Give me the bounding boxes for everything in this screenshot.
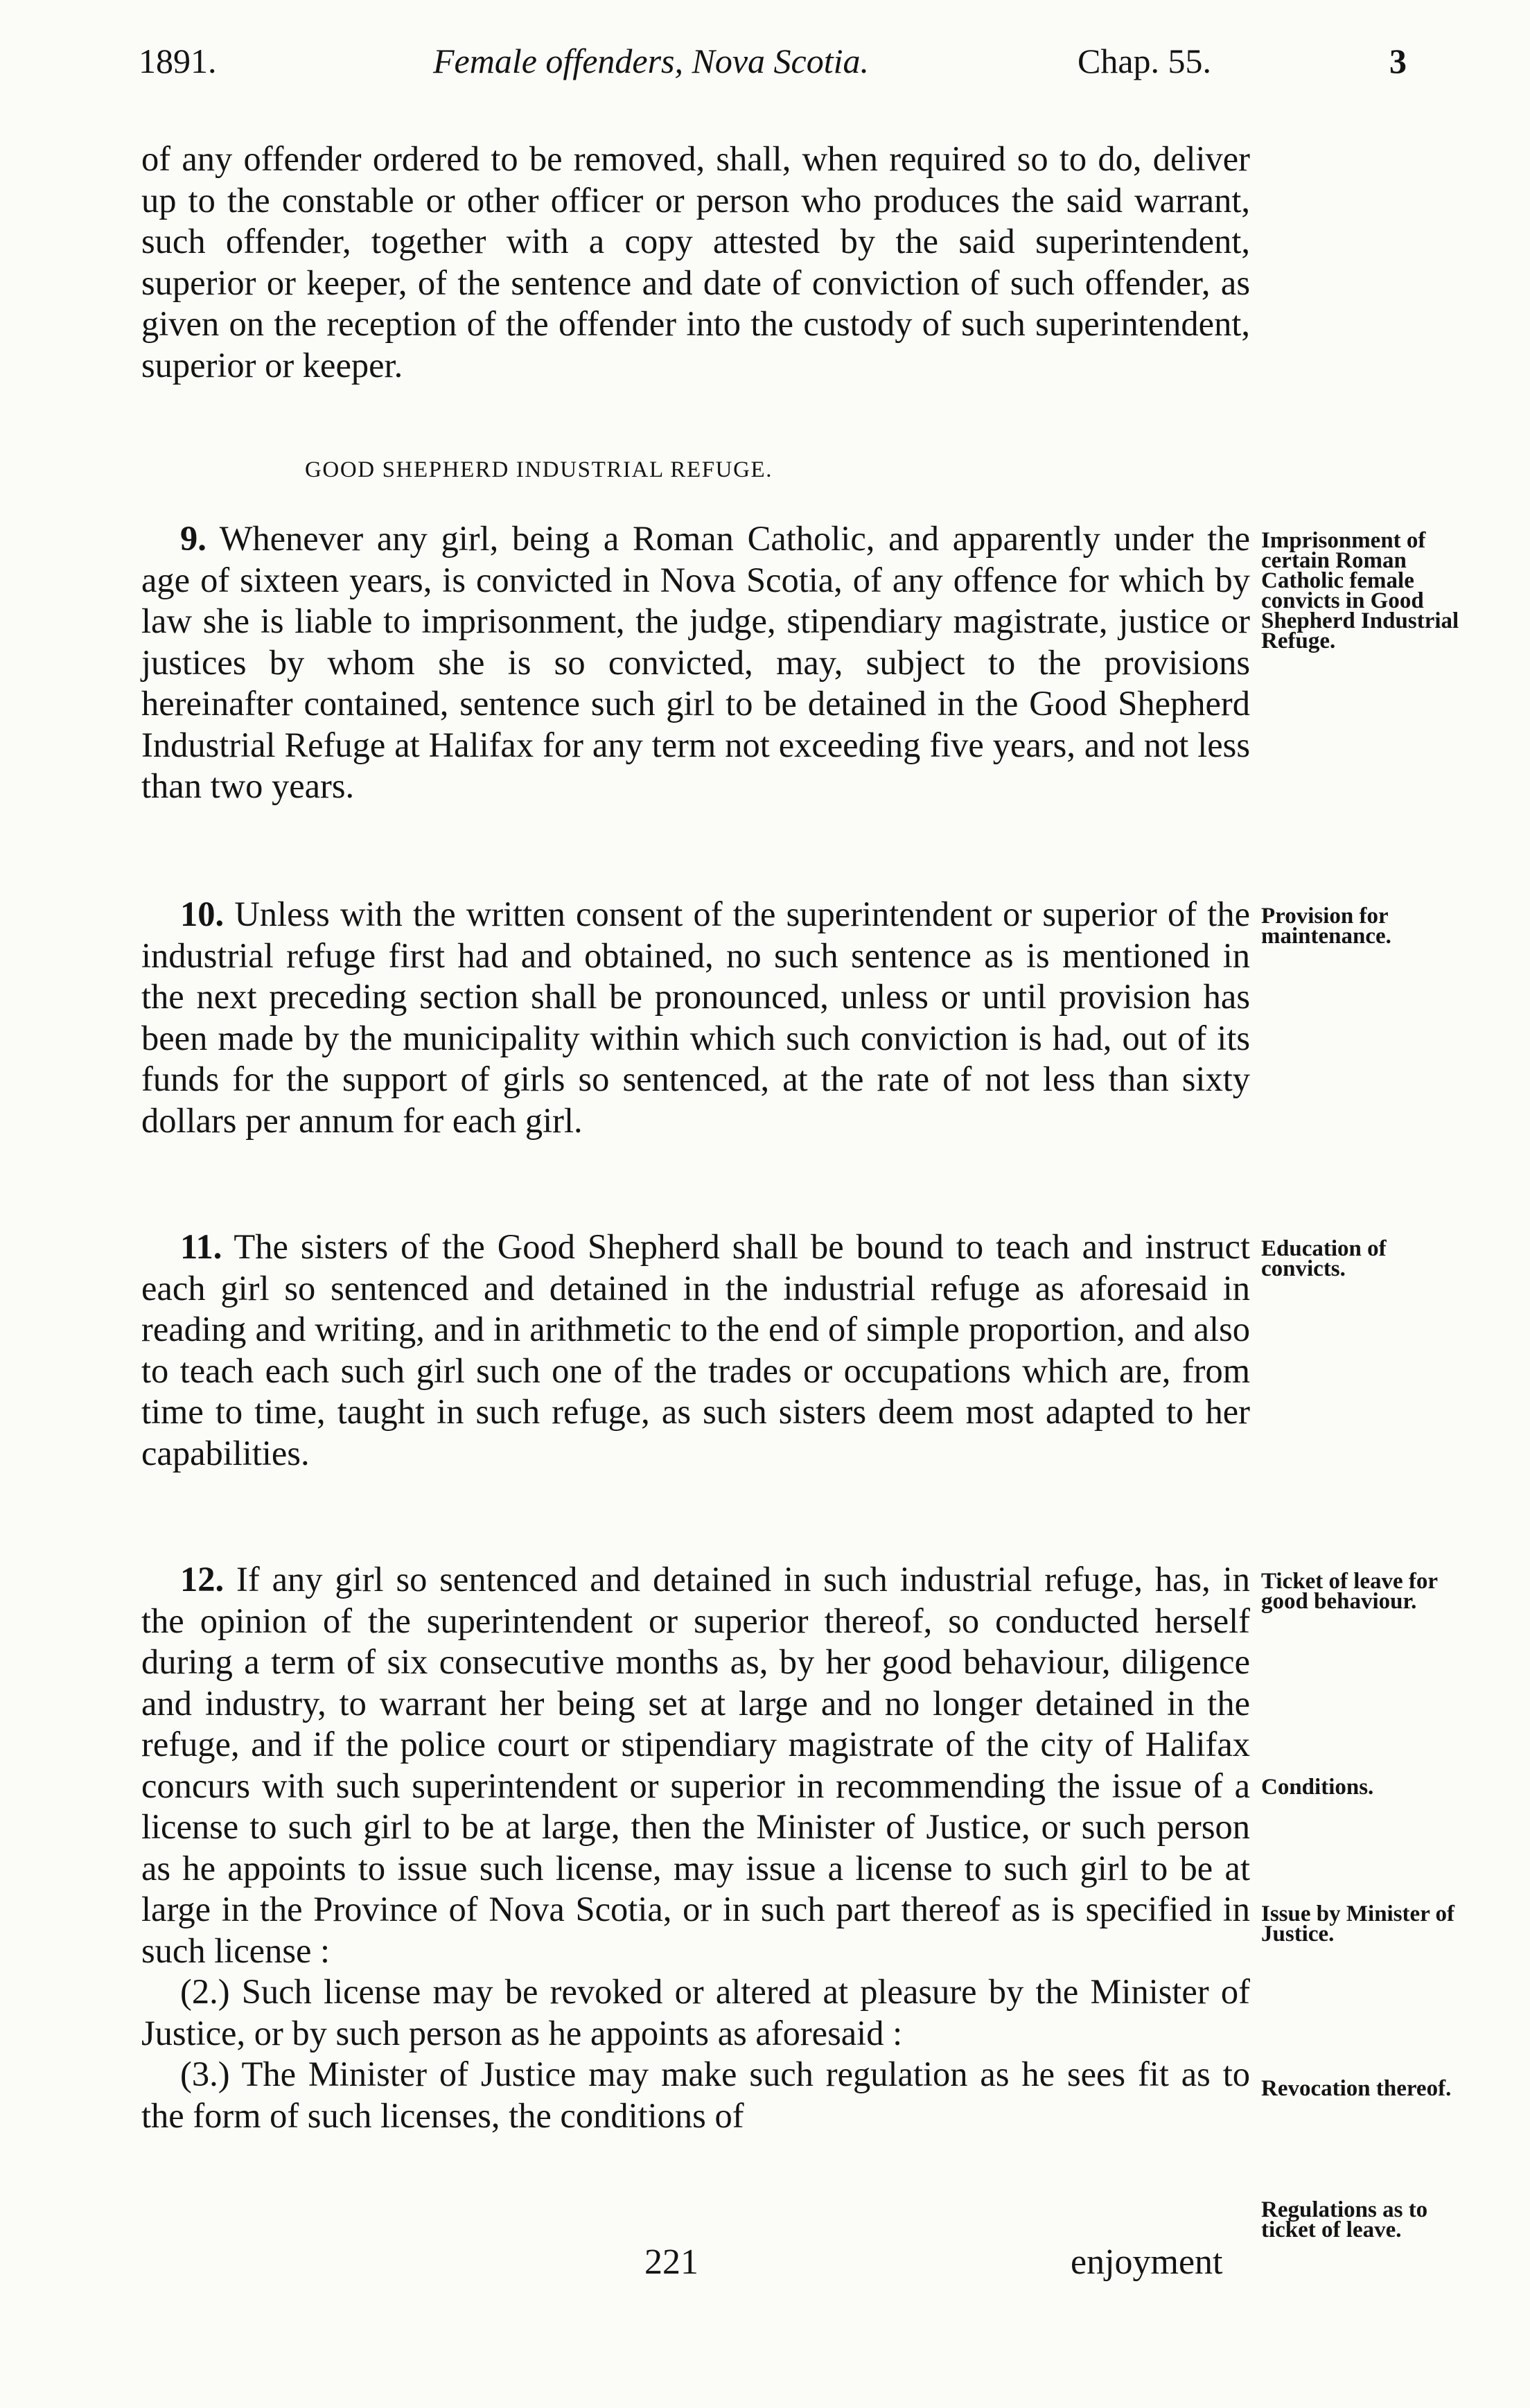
header-chapter: Chap. 55. (1078, 42, 1212, 80)
section-9 (141, 518, 1250, 807)
section-11-number: 11. (180, 1227, 222, 1266)
margin-note-conditions: Conditions. (1261, 1775, 1374, 1800)
header-page-number: 3 (1389, 42, 1407, 80)
opening-text: of any offender ordered to be removed, shall, when required so to do, deliver up to the constable or other officer or person who produces the said warrant, such offender, together with a copy attested by the said superintendent, superior or keeper, of the sentence and date of conviction of such offender, as given on the reception of the offender into the custody of such superintendent, superior or keeper. (141, 139, 1250, 385)
section-12-number: 12. (180, 1560, 225, 1599)
margin-note-education: Education of convicts. (1261, 1236, 1387, 1281)
margin-note-regulations: Regulations as to ticket of leave. (1261, 2197, 1428, 2242)
section-11 (141, 1227, 1250, 1474)
section-10-number: 10. (180, 895, 225, 933)
section-12-subsection-2: (2.) Such license may be revoked or altered at pleasure by the Minister of Justice, or by such person as he appoints as aforesaid : (141, 1972, 1250, 2053)
section-12-text: If any girl so sentenced and detained in such industrial refuge, has, in the opinion of the superintendent or superior thereof, so conducted herself during a term of six consecutive months as, by her good behaviour, diligence and industry, to warrant her being set at large and no longer detained in the refuge, and if the police court or stipendiary magistrate of the city of Halifax concurs with such superintendent or superior in recommending the issue of a license to such girl to be at large, then the Minister of Justice, or such person as he appoints to issue such license, may issue a license to such girl to be at large in the Province of Nova Scotia, or in such part thereof as is specified in such license : (141, 1560, 1251, 1970)
margin-note-imprisonment: Imprisonment of certain Roman Catholic female convicts in Good Shepherd Industrial Refuge. (1261, 528, 1459, 653)
margin-note-revocation: Revocation thereof. (1261, 2076, 1452, 2101)
margin-note-ticket: Ticket of leave for good behaviour. (1261, 1569, 1438, 1614)
section-12 (141, 1559, 1250, 2136)
section-10 (141, 894, 1250, 1141)
opening-paragraph (141, 139, 1250, 386)
margin-note-issue: Issue by Minister of Justice. (1261, 1901, 1454, 1946)
page-folio: 221 (644, 2242, 698, 2282)
catchword: enjoyment (1071, 2242, 1223, 2282)
header-year: 1891. (139, 42, 217, 80)
header-title: Female offenders, Nova Scotia. (433, 42, 870, 80)
section-9-number: 9. (180, 519, 206, 558)
section-10-text: Unless with the written consent of the superintendent or superior of the industrial refuge first had and obtained, no such sentence as is mentioned in the next preceding section shall be pronounced, unless or until provision has been made by the municipality within which such conviction is had, out of its funds for the support of girls so sentenced, at the rate of not less than sixty dollars per annum for each girl. (141, 895, 1250, 1140)
section-12-subsection-3: (3.) The Minister of Justice may make such regulation as he sees fit as to the form of such licenses, the conditions of (141, 2055, 1250, 2135)
section-heading: GOOD SHEPHERD INDUSTRIAL REFUGE. (305, 457, 773, 482)
section-9-text: Whenever any girl, being a Roman Catholic, and apparently under the age of sixteen years, is convicted in Nova Scotia, of any offence for which by law she is liable to imprisonment, the judge, stipendiary magistrate, justice or justices by whom she is so convicted, may, subject to the provisions hereinafter contained, sentence such girl to be detained in the Good Shepherd Industrial Refuge at Halifax for any term not exceeding five years, and not less than two years. (141, 519, 1250, 805)
margin-note-maintenance: Provision for maintenance. (1261, 904, 1391, 949)
section-11-text: The sisters of the Good Shepherd shall be bound to teach and instruct each girl so sentenced and detained in the industrial refuge as aforesaid in reading and writing, and in arithmetic to the end of simple proportion, and also to teach each such girl such one of the trades or occupations which are, from time to time, taught in such refuge, as such sisters deem most adapted to her capabilities. (141, 1227, 1250, 1473)
